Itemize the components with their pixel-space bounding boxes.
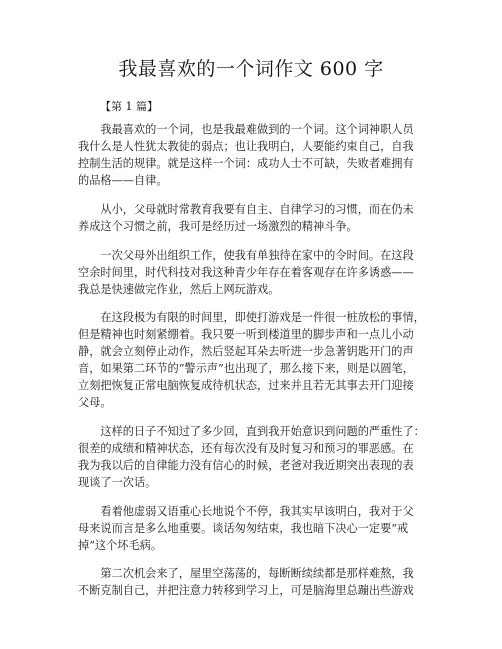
section-label: 【第 1 篇】 [100,100,158,113]
text-line: 立刻把恢复正常电脑恢复成待机状态，过来并且若无其事去开门迎接 [78,379,414,392]
text-line: 母来说而言是多么地重要。谈话匆匆结束，我也暗下决心一定要“戒 [78,522,409,535]
text-line: 这样的日子不知过了多少回，直到我开始意识到问题的严重性了： [78,425,425,438]
text-line: 我总是快速做完作业，然后上网玩游戏。 [78,283,280,296]
text-line: 一次父母外出组织工作，使我有单独待在家中的令时间。在这段 [78,249,414,262]
text-line: 我最喜欢的一个词，也是我最难做到的一个词。这个词神职人员 [78,123,414,136]
text-line: 但是精神也时刻紧绷着。我只要一听到楼道里的脚步声和一点儿小动 [78,328,414,341]
document-title: 我最喜欢的一个词作文 600 字 [118,58,384,80]
text-line: 不断克制自己，并把注意力转移到学习上，可是脑海里总蹦出些游戏 [78,584,414,597]
text-line: 父母。 [78,396,112,409]
paragraph-2 [78,201,440,235]
text-line: 我为我以后的自律能力没有信心的时候，老爸对我近期突出表现的表 [78,459,414,472]
text-line: 静，就会立刻停止动作，然后竖起耳朵去听进一步急著钥匙开门的声 [78,345,414,358]
text-line: 第二次机会来了，屋里空荡荡的，每断断续续都是那样难熬，我 [78,567,414,580]
text-line: 的品格——自律。 [78,174,168,187]
paragraph-5 [78,423,440,491]
text-line: 很差的成绩和精神状态，还有每次没有及时复习和预习的罪恶感。在 [78,442,414,455]
text-line: 音，如果第二环节的“警示声”也出现了，那么接下来，则是以圆笔， [78,362,414,375]
paragraph-7 [78,565,440,599]
text-line: 控制生活的规律。就是这样一个词：成功人士不可缺，失败者难拥有 [78,157,414,170]
paragraph-1 [78,121,440,189]
paragraph-3 [78,247,440,298]
text-line: 掉”这个坏毛病。 [78,539,163,552]
paragraph-6 [78,503,440,554]
text-line: 看着他虚弱又语重心长地说个不停，我其实早该明白，我对于父 [78,505,414,518]
text-line: 现谈了一次话。 [78,476,157,489]
text-line: 在这段极为有限的时间里，即使打游戏是一件很一桩放松的事情， [78,311,425,324]
text-line: 我什么是人性犹太教徒的弱点；也让我明白，人要能约束自己，自我 [78,140,414,153]
text-line: 从小，父母就时常教育我要有自主、自律学习的习惯，而在仍未 [78,203,414,216]
paragraph-4 [78,309,440,411]
text-line: 养成这个习惯之前，我可是经历过一场激烈的精神斗争。 [78,220,358,233]
text-line: 空余时间里，时代科技对我这种青少年存在着客观存在许多诱惑—— [78,266,414,279]
